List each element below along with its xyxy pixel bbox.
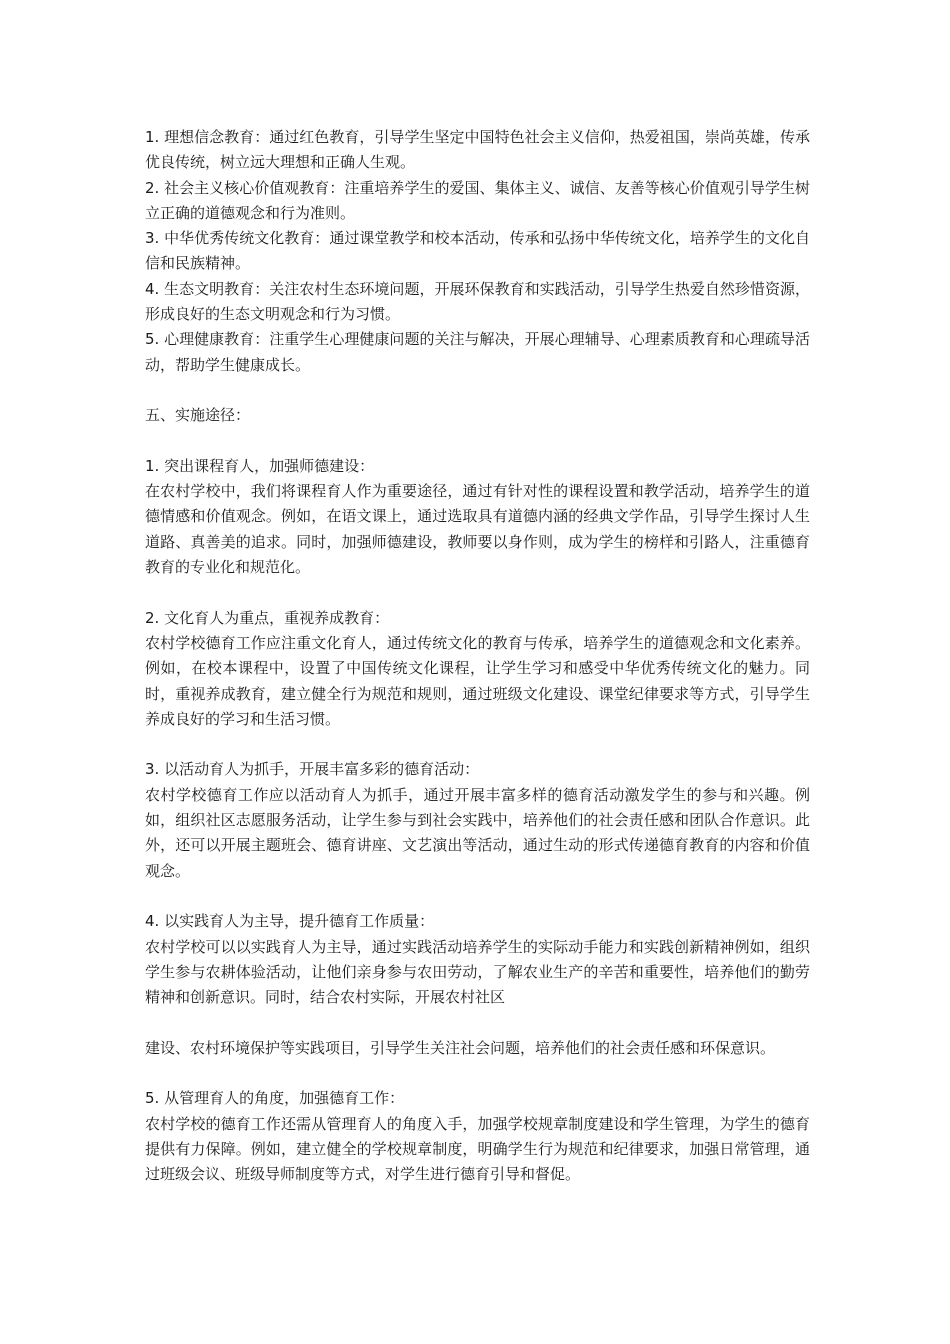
spacer [145, 1061, 810, 1086]
spacer [145, 884, 810, 909]
approach-body-culture: 农村学校德育工作应注重文化育人，通过传统文化的教育与传承，培养学生的道德观念和文化素养。例如，在校本课程中，设置了中国传统文化课程，让学生学习和感受中华优秀传统文化的魅力。同时，重视养成教育，建立健全行为规范和规则，通过班级文化建设、课堂纪律要求等方式，引导学生养成良好的学习和生活习惯。 [145, 633, 810, 728]
approach-title-curriculum: 1. 突出课程育人，加强师德建设： [145, 456, 375, 475]
list-item-ideals: 1. 理想信念教育：通过红色教育，引导学生坚定中国特色社会主义信仰，热爱祖国，崇尚英雄，传承优良传统，树立远大理想和正确人生观。 [145, 128, 810, 172]
approach-title-culture: 2. 文化育人为重点，重视养成教育： [145, 608, 390, 627]
approach-title-management: 5. 从管理育人的角度，加强德育工作： [145, 1089, 405, 1108]
spacer [145, 732, 810, 757]
list-item-mental-health: 5. 心理健康教育：注重学生心理健康问题的关注与解决，开展心理辅导、心理素质教育和心理疏导活动，帮助学生健康成长。 [145, 330, 810, 374]
approach-body-practice-continued: 建设、农村环境保护等实践项目，引导学生关注社会问题，培养他们的社会责任感和环保意识。 [145, 1038, 776, 1057]
spacer [145, 429, 810, 454]
list-item-ecology: 4. 生态文明教育：关注农村生态环境问题，开展环保教育和实践活动，引导学生热爱自然珍惜资源，形成良好的生态文明观念和行为习惯。 [145, 279, 810, 324]
spacer [145, 378, 810, 403]
document-body [145, 125, 810, 1187]
approach-title-activities: 3. 以活动育人为抓手，开展丰富多彩的德育活动： [145, 760, 480, 779]
approach-body-management: 农村学校的德育工作还需从管理育人的角度入手，加强学校规章制度建设和学生管理，为学生的德育提供有力保障。例如，建立健全的学校规章制度，明确学生行为规范和纪律要求，加强日常管理，通过班级会议、班级导师制度等方式，对学生进行德育引导和督促。 [145, 1114, 810, 1184]
spacer [145, 1010, 810, 1035]
section-heading: 五、实施途径： [145, 406, 251, 425]
approach-body-practice: 农村学校可以以实践育人为主导，通过实践活动培养学生的实际动手能力和实践创新精神例如，组织学生参与农耕体验活动，让他们亲身参与农田劳动，了解农业生产的辛苦和重要性，培养他们的勤劳精神和创新意识。同时，结合农村实际，开展农村社区 [145, 937, 810, 1007]
approach-body-curriculum: 在农村学校中，我们将课程育人作为重要途径，通过有针对性的课程设置和教学活动，培养学生的道德情感和价值观念。例如，在语文课上，通过选取具有道德内涵的经典文学作品，引导学生探讨人生道路、真善美的追求。同时，加强师德建设，教师要以身作则，成为学生的榜样和引路人，注重德育教育的专业化和规范化。 [145, 482, 810, 577]
approach-body-activities: 农村学校德育工作应以活动育人为抓手，通过开展丰富多样的德育活动激发学生的参与和兴趣。例如，组织社区志愿服务活动，让学生参与到社会实践中，培养他们的社会责任感和团队合作意识。此外，还可以开展主题班会、德育讲座、文艺演出等活动，通过生动的形式传递德育教育的内容和价值观念。 [145, 785, 810, 880]
list-item-core-values: 2. 社会主义核心价值观教育：注重培养学生的爱国、集体主义、诚信、友善等核心价值观引导学生树立正确的道德观念和行为准则。 [145, 178, 810, 222]
spacer [145, 580, 810, 605]
approach-title-practice: 4. 以实践育人为主导，提升德育工作质量： [145, 912, 435, 931]
list-item-traditional-culture: 3. 中华优秀传统文化教育：通过课堂教学和校本活动，传承和弘扬中华传统文化，培养学生的文化自信和民族精神。 [145, 229, 810, 273]
